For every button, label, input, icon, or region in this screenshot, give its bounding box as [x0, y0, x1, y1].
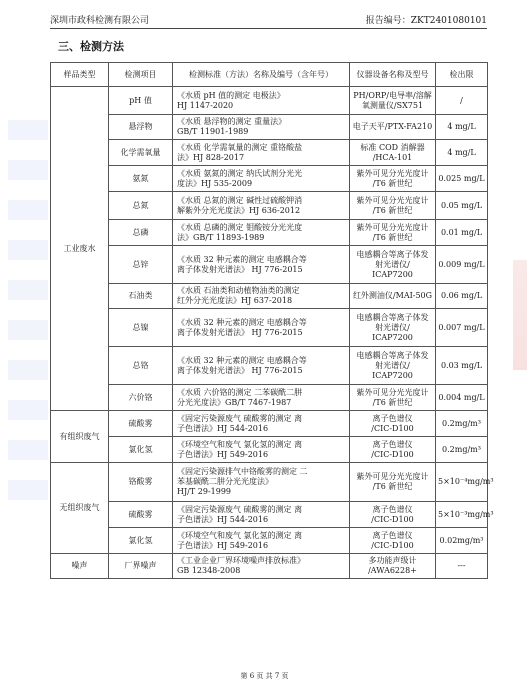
standard-cell: 《水质 化学需氧量的测定 重铬酸盐 法》HJ 828-2017 [173, 140, 350, 166]
instrument-cell: 紫外可见分光光度计 /T6 新世纪 [350, 192, 436, 220]
watermark [8, 120, 48, 520]
table-row [51, 347, 488, 385]
col-header: 检测项目 [109, 63, 173, 87]
standard-cell: 《固定污染源废气 硫酸雾的测定 离 子色谱法》HJ 544-2016 [173, 502, 350, 528]
limit-cell: 5×10⁻³mg/m³ [436, 502, 488, 528]
col-header: 样品类型 [51, 63, 109, 87]
standard-cell: 《水质 pH 值的测定 电极法》 HJ 1147-2020 [173, 87, 350, 115]
limit-cell: 0.01 mg/L [436, 220, 488, 246]
instrument-cell: 离子色谱仪 /CIC-D100 [350, 411, 436, 437]
limit-cell: 0.2mg/m³ [436, 411, 488, 437]
limit-cell: 4 mg/L [436, 115, 488, 140]
limit-cell: --- [436, 554, 488, 579]
instrument-cell: 标准 COD 消解器 /HCA-101 [350, 140, 436, 166]
instrument-cell: 电感耦合等离子体发 射光谱仪/ ICAP7200 [350, 309, 436, 347]
standard-cell: 《固定污染源排气中铬酸雾的测定 二 苯基碳酰二肼分光光度法》 HJ/T 29-1999 [173, 463, 350, 502]
limit-cell: 0.2mg/m³ [436, 437, 488, 463]
item-cell: 厂界噪声 [109, 554, 173, 579]
instrument-cell: 紫外可见分光光度计 /T6 新世纪 [350, 385, 436, 411]
item-cell: 石油类 [109, 284, 173, 309]
limit-cell: 0.06 mg/L [436, 284, 488, 309]
standard-cell: 《水质 总磷的测定 钼酸铵分光光度 法》GB/T 11893-1989 [173, 220, 350, 246]
table-row [51, 87, 488, 115]
item-cell: 铬酸雾 [109, 463, 173, 502]
limit-cell: 0.025 mg/L [436, 166, 488, 192]
standard-cell: 《环境空气和废气 氯化氢的测定 离 子色谱法》HJ 549-2016 [173, 528, 350, 554]
section-title: 三、检测方法 [58, 40, 124, 53]
item-cell: pH 值 [109, 87, 173, 115]
standard-cell: 《水质 氨氮的测定 纳氏试剂分光光 度法》HJ 535-2009 [173, 166, 350, 192]
table-row [51, 411, 488, 437]
standard-cell: 《环境空气和废气 氯化氢的测定 离 子色谱法》HJ 549-2016 [173, 437, 350, 463]
limit-cell: 0.004 mg/L [436, 385, 488, 411]
instrument-cell: 电子天平/PTX-FA210 [350, 115, 436, 140]
instrument-cell: 离子色谱仪 /CIC-D100 [350, 437, 436, 463]
table-row [51, 284, 488, 309]
instrument-cell: 紫外可见分光光度计 /T6 新世纪 [350, 220, 436, 246]
standard-cell: 《水质 总氮的测定 碱性过硫酸钾消 解紫外分光光度法》HJ 636-2012 [173, 192, 350, 220]
item-cell: 氨氮 [109, 166, 173, 192]
item-cell: 氯化氢 [109, 528, 173, 554]
item-cell: 总镍 [109, 309, 173, 347]
page-header [50, 13, 487, 27]
limit-cell: 0.02mg/m³ [436, 528, 488, 554]
sample-type-cell: 有组织废气 [51, 411, 109, 463]
item-cell: 总磷 [109, 220, 173, 246]
header-rule [50, 28, 487, 29]
item-cell: 硫酸雾 [109, 411, 173, 437]
table-row [51, 166, 488, 192]
instrument-cell: PH/ORP/电导率/溶解 氧测量仪/SX751 [350, 87, 436, 115]
limit-cell: 0.007 mg/L [436, 309, 488, 347]
sample-type-cell: 无组织废气 [51, 463, 109, 554]
item-cell: 悬浮物 [109, 115, 173, 140]
table-row [51, 192, 488, 220]
instrument-cell: 紫外可见分光光度计 /T6 新世纪 [350, 166, 436, 192]
table-row [51, 220, 488, 246]
col-header: 检出限 [436, 63, 488, 87]
item-cell: 总铬 [109, 347, 173, 385]
instrument-cell: 离子色谱仪 /CIC-D100 [350, 528, 436, 554]
standard-cell: 《工业企业厂界环境噪声排放标准》 GB 12348-2008 [173, 554, 350, 579]
limit-cell: / [436, 87, 488, 115]
item-cell: 六价铬 [109, 385, 173, 411]
standard-cell: 《固定污染源废气 硫酸雾的测定 离 子色谱法》HJ 544-2016 [173, 411, 350, 437]
standard-cell: 《水质 石油类和动植物油类的测定 红外分光光度法》HJ 637-2018 [173, 284, 350, 309]
limit-cell: 0.03 mg/L [436, 347, 488, 385]
table-row [51, 528, 488, 554]
standard-cell: 《水质 32 种元素的测定 电感耦合等 离子体发射光谱法》 HJ 776-2015 [173, 246, 350, 284]
instrument-cell: 红外测油仪/MAI-50G [350, 284, 436, 309]
sample-type-cell: 工业废水 [51, 87, 109, 411]
table-row [51, 554, 488, 579]
table-row [51, 309, 488, 347]
table-row [51, 246, 488, 284]
sample-type-cell: 噪声 [51, 554, 109, 579]
page-footer: 第 6 页 共 7 页 [240, 672, 289, 680]
method-table [50, 62, 494, 579]
item-cell: 硫酸雾 [109, 502, 173, 528]
item-cell: 总氮 [109, 192, 173, 220]
instrument-cell: 紫外可见分光光度计 /T6 新世纪 [350, 463, 436, 502]
table-row [51, 115, 488, 140]
item-cell: 化学需氧量 [109, 140, 173, 166]
instrument-cell: 多功能声级计 /AWA6228+ [350, 554, 436, 579]
instrument-cell: 电感耦合等离子体发 射光谱仪/ ICAP7200 [350, 246, 436, 284]
limit-cell: 0.009 mg/L [436, 246, 488, 284]
report-number: 报告编号：ZKT2401080101 [365, 16, 487, 26]
instrument-cell: 电感耦合等离子体发 射光谱仪/ ICAP7200 [350, 347, 436, 385]
standard-cell: 《水质 悬浮物的测定 重量法》 GB/T 11901-1989 [173, 115, 350, 140]
table-row [51, 437, 488, 463]
item-cell: 总锌 [109, 246, 173, 284]
table-header-row [51, 63, 488, 87]
limit-cell: 4 mg/L [436, 140, 488, 166]
company-name: 深圳市政科检测有限公司 [50, 16, 150, 26]
table-row [51, 140, 488, 166]
table-row [51, 385, 488, 411]
item-cell: 氯化氢 [109, 437, 173, 463]
table-row [51, 502, 488, 528]
seam-seal-stamp [513, 260, 527, 370]
instrument-cell: 离子色谱仪 /CIC-D100 [350, 502, 436, 528]
standard-cell: 《水质 32 种元素的测定 电感耦合等 离子体发射光谱法》 HJ 776-2015 [173, 347, 350, 385]
standard-cell: 《水质 六价铬的测定 二苯碳酰二肼 分光光度法》GB/T 7467-1987 [173, 385, 350, 411]
col-header: 检测标准（方法）名称及编号（含年号） [173, 63, 350, 87]
limit-cell: 5×10⁻⁴mg/m³ [436, 463, 488, 502]
table-row [51, 463, 488, 502]
standard-cell: 《水质 32 种元素的测定 电感耦合等 离子体发射光谱法》 HJ 776-2015 [173, 309, 350, 347]
limit-cell: 0.05 mg/L [436, 192, 488, 220]
col-header: 仪器设备名称及型号 [350, 63, 436, 87]
